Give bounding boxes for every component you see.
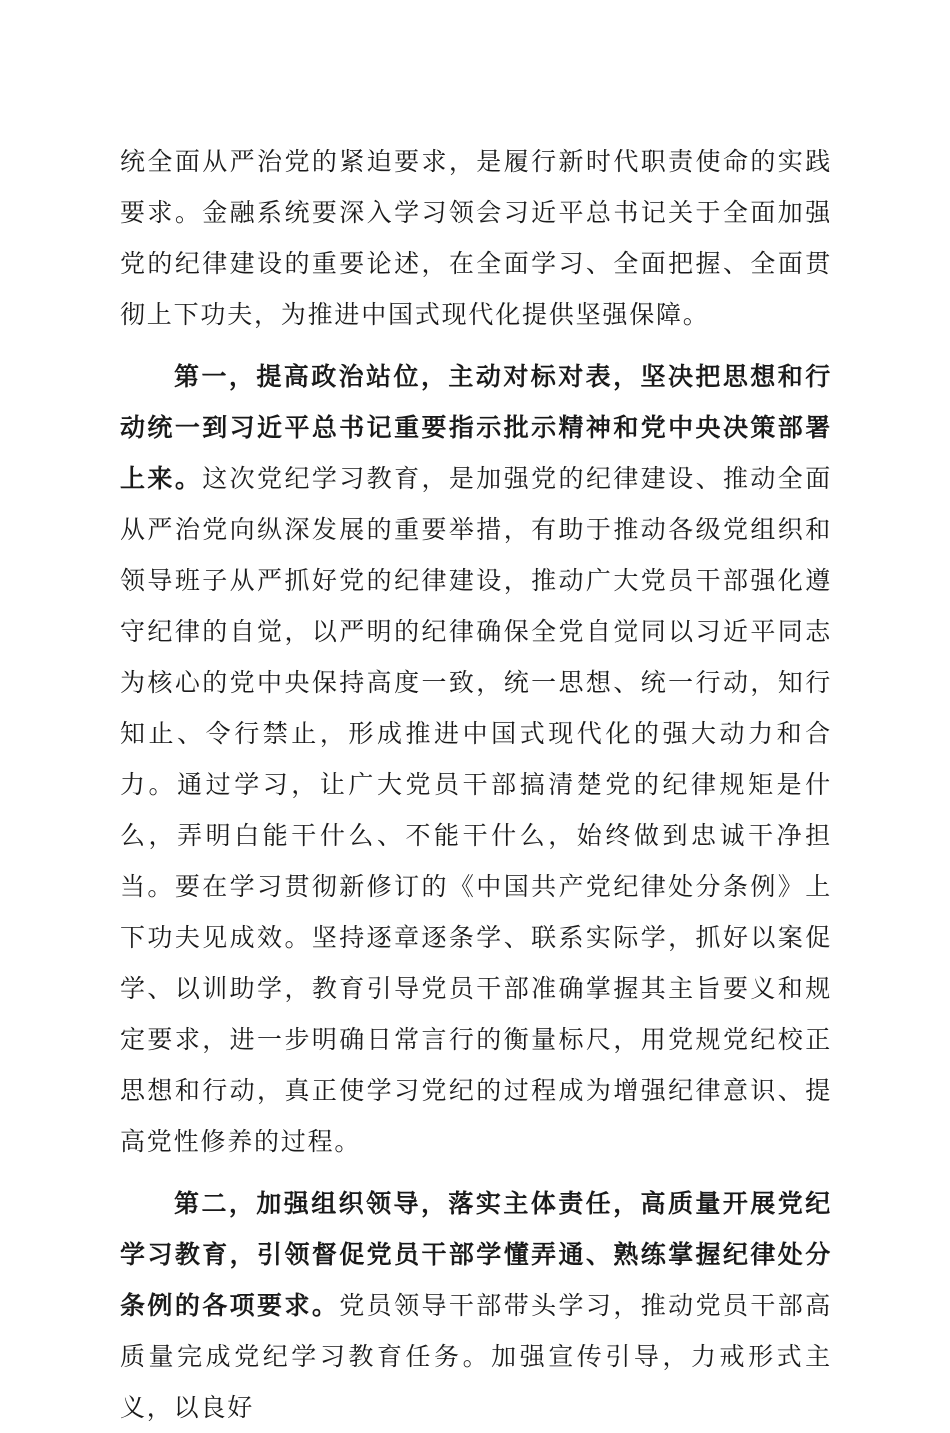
paragraph-section-one — [120, 351, 832, 1167]
section-heading-two: 第二，加强组织领导，落实主体责任，高质量开展党纪学习教育，引领督促党员干部学懂弄通、熟练掌握纪律处分条例的各项要求。 — [120, 1189, 832, 1320]
paragraph-text: 统全面从严治党的紧迫要求，是履行新时代职责使命的实践要求。金融系统要深入学习领会习近平总书记关于全面加强党的纪律建设的重要论述，在全面学习、全面把握、全面贯彻上下功夫，为推进中国式现代化提供坚强保障。 — [120, 147, 832, 329]
section-heading-one: 第一，提高政治站位，主动对标对表，坚决把思想和行动统一到习近平总书记重要指示批示精神和党中央决策部署上来。 — [120, 362, 832, 493]
paragraph-text: 党员领导干部带头学习，推动党员干部高质量完成党纪学习教育任务。加强宣传引导，力戒形式主义，以良好 — [120, 1291, 832, 1422]
document-body — [120, 136, 832, 1433]
paragraph-continuation — [120, 136, 832, 340]
paragraph-text: 这次党纪学习教育，是加强党的纪律建设、推动全面从严治党向纵深发展的重要举措，有助于推动各级党组织和领导班子从严抓好党的纪律建设，推动广大党员干部强化遵守纪律的自觉，以严明的纪律确保全党自觉同以习近平同志为核心的党中央保持高度一致，统一思想、统一行动，知行知止、令行禁止，形成推进中国式现代化的强大动力和合力。通过学习，让广大党员干部搞清楚党的纪律规矩是什么，弄明白能干什么、不能干什么，始终做到忠诚干净担当。要在学习贯彻新修订的《中国共产党纪律处分条例》上下功夫见成效。坚持逐章逐条学、联系实际学，抓好以案促学、以训助学，教育引导党员干部准确掌握其主旨要义和规定要求，进一步明确日常言行的衡量标尺，用党规党纪校正思想和行动，真正使学习党纪的过程成为增强纪律意识、提高党性修养的过程。 — [120, 464, 833, 1156]
paragraph-section-two — [120, 1178, 832, 1433]
